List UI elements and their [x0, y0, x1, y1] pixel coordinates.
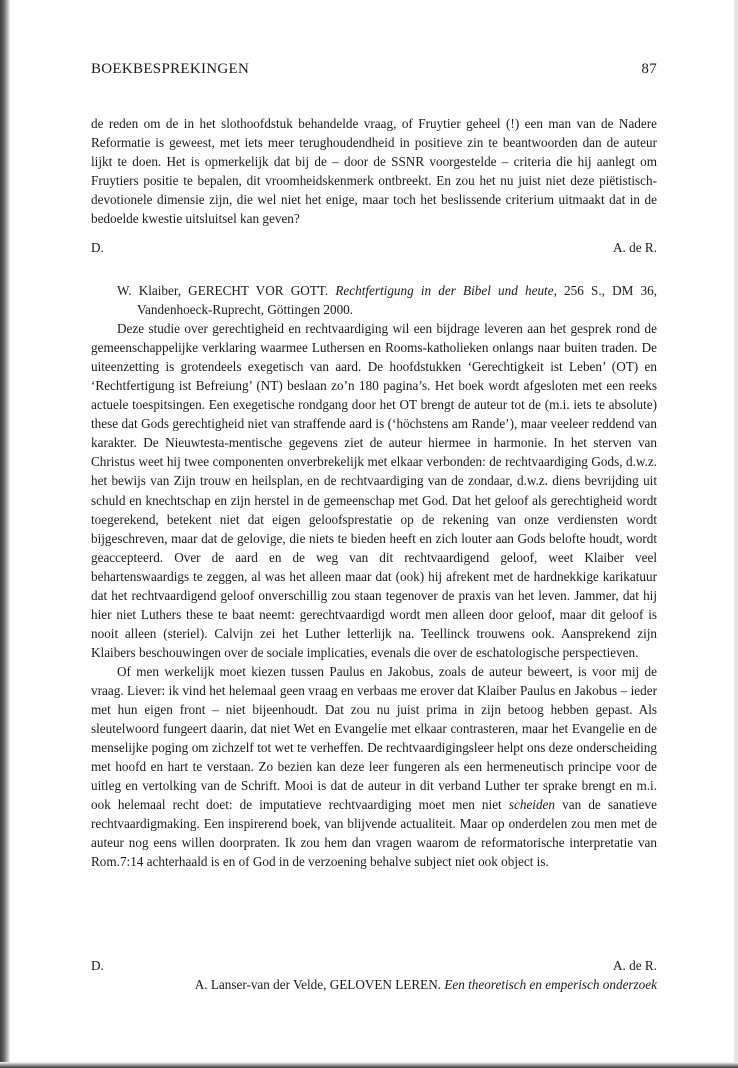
review-signature: [91, 238, 657, 258]
signature-author: A. de R.: [613, 240, 657, 255]
signature-author: A. de R.: [613, 958, 657, 973]
section-title: BOEKBESPREKINGEN: [91, 61, 250, 77]
running-header: [91, 60, 657, 84]
bibliographic-entry-next: [91, 975, 657, 994]
review-paragraph: Of men werkelijk moet kiezen tussen Paulus en Jakobus, zoals de auteur beweert, is voor mij de vraag. Liever: ik vind het helemaal geen vraag en verbaas me erover dat Klaiber Paulus en Jakobus – ieder met hun eigen front – niet bijeenhoudt. Dat zou nu juist prima in zijn betoog hebben gepast. Als sleutelwoord fungeert daarin, dat niet Wet en Evangelie met elkaar contrasteren, maar het Evangelie en de menselijke poging om zichzelf tot wet te verheffen. De rechtvaardigingsleer helpt ons deze onderscheiding met hoofd en hart te verstaan. Zo bezien kan deze leer fungeren als een hermeneutisch principe voor de uitleg en vertolking van de Schrift. Mooi is dat de auteur in dit verband Luther ter sprake brengt en m.i. ook helemaal recht doet: de imputatieve rechtvaardiging moet men niet scheiden van de sanatieve rechtvaardigmaking. Een inspirerend boek, van blijvende actualiteit. Maar op onderdelen zou men met de auteur nog eens willen doorpraten. Ik zou hem dan vragen waarom de reformatorische interpretatie van Rom.7:14 achterhaald is en of God in de verzoening behalve subject niet ook object is.: [91, 663, 657, 870]
scan-border-right: [734, 0, 738, 1068]
bib-title: Rechtfertigung in der Bibel und heute: [335, 283, 554, 298]
bib-author: W. Klaiber, GERECHT VOR GOTT.: [117, 283, 336, 298]
bib-title: Een theoretisch en emperisch onderzoek: [444, 977, 657, 992]
signature-initial: D.: [91, 958, 104, 973]
bib-details: , 256 S., DM 36, Vandenhoeck-Ruprecht, Göttingen 2000.: [137, 283, 657, 318]
scan-border-bottom: [0, 1062, 738, 1068]
page-number: 87: [641, 61, 657, 77]
review-signature: [91, 956, 657, 976]
review-klaiber: [91, 281, 657, 871]
signature-initial: D.: [91, 240, 104, 255]
bibliographic-entry: [91, 281, 657, 319]
review-paragraph: Deze studie over gerechtigheid en rechtvaardiging wil een bijdrage leveren aan het gesprek rond de gemeenschappelijke verklaring waarmee Luthersen en Rooms-katholieken onlangs naar buiten traden. De uiteenzetting is grotendeels exegetisch van aard. De hoofdstukken ‘Gerechtigkeit ist Leben’ (OT) en ‘Rechtfertigung ist Befreiung’ (NT) beslaan zo’n 180 pagina’s. Het boek wordt afgesloten met een reeks actuele toespitsingen. Een exegetische rondgang door het OT brengt de auteur tot de (m.i. iets te absolute) these dat Gods gerechtigheid niet van straffende aard is (‘höchstens am Rande’), maar veeleer reddend van karakter. De Nieuwtesta-mentische gegevens ziet de auteur hiermee in harmonie. In het sterven van Christus weet hij twee componenten onverbrekelijk met elkaar verbonden: de rechtvaardiging Gods, d.w.z. het bewijs van Zijn trouw en heilsplan, en de rechtvaardiging van de zondaar, d.w.z. diens bevrijding uit schuld en knechtschap en zijn herstel in de gemeenschap met God. Dat het geloof als gerechtigheid wordt toegerekend, betekent niet dat eigen geloofsprestatie op de rekening van onze verdiensten wordt bijgeschreven, maar dat de gelovige, die niets te bieden heeft en zich louter aan Gods belofte houdt, wordt geaccepteerd. Over de aard en de weg van dit rechtvaardigend geloof, weet Klaiber veel behartenswaardigs te zeggen, al was het alleen maar dat (ook) hij afrekent met de hardnekkige karikatuur dat het rechtvaardigend geloof onverschillig zou staan tegenover de praxis van het leven. Jammer, dat hij hier niet Luthers these te baat neemt: gerechtvaardigd wordt men alleen door geloof, maar dit geloof is nooit alleen (steriel). Calvijn zei het Luther letterlijk na. Teellinck trouwens ook. Aansprekend zijn Klaibers beschouwingen over de sociale implicaties, evenals die over de eschatologische perspectieven.: [91, 321, 657, 660]
review-continuation: [91, 114, 657, 228]
review-paragraph: de reden om de in het slothoofdstuk behandelde vraag, of Fruytier geheel (!) een man van de Nadere Reformatie is geweest, met iets meer terughoudendheid in positieve zin te beantwoorden dan de auteur lijkt te doen. Het is opmerkelijk dat bij de – door de SSNR voorgestelde – criteria die hij aanlegt om Fruytiers positie te bepalen, dit vroomheidskenmerk ontbreekt. En zou het nu juist niet deze piëtistisch-devotionele dimensie zijn, die wel niet het enige, maar toch het beslissende criterium uitmaakt dat in de bedoelde kwestie uitsluitsel kan geven?: [91, 116, 657, 227]
emphasis: scheiden: [508, 797, 555, 813]
bib-author: A. Lanser-van der Velde, GELOVEN LEREN.: [194, 977, 445, 992]
scan-border-left: [0, 0, 10, 1068]
